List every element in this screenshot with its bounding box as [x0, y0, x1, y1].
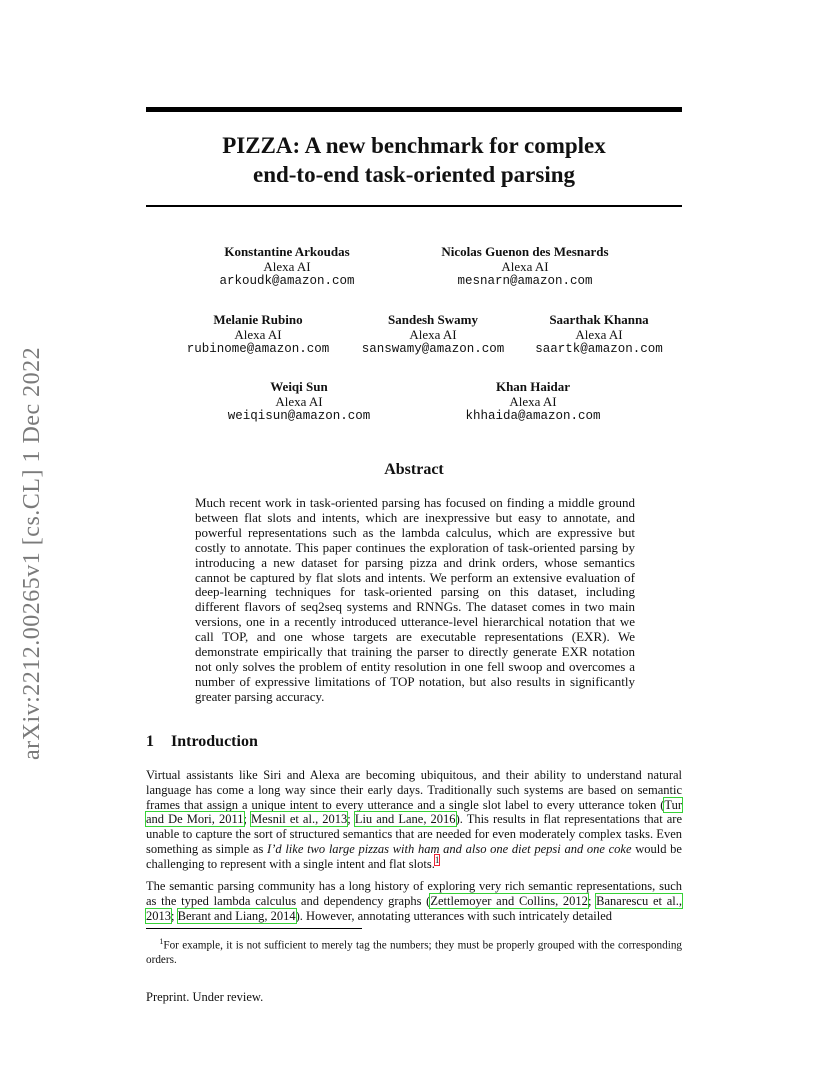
citation-link[interactable]: Liu and Lane, 2016 [354, 812, 456, 827]
arxiv-identifier: arXiv:2212.00265v1 [cs.CL] 1 Dec 2022 [19, 346, 45, 760]
author-email: khhaida@amazon.com [465, 409, 601, 423]
citation-link[interactable]: Berant and Liang, 2014 [177, 908, 296, 923]
paragraph-text: ). This results in flat representations that are unable to capture the sort of structured semantics that are needed for even moderately complex tasks. Even something as simple as [146, 812, 683, 856]
paragraph-text: would be challenging to represent with a single intent and flat slots. [146, 841, 682, 871]
author-name: Nicolas Guenon des Mesnards [441, 244, 609, 259]
author-block [465, 379, 600, 424]
paper-title [146, 131, 682, 189]
footnote-text: For example, it is not sufficient to merely tag the numbers; they must be properly grouped with the corresponding orders. [146, 939, 683, 966]
author-name: Saarthak Khanna [549, 312, 649, 327]
footnote-reference-link[interactable]: 1 [434, 854, 440, 865]
citation-separator: ; [587, 893, 597, 908]
author-name: Konstantine Arkoudas [224, 244, 350, 259]
citation-separator: ; [243, 812, 252, 827]
author-name: Sandesh Swamy [388, 312, 478, 327]
title-top-rule [146, 107, 682, 112]
paper-title-line-2: end-to-end task-oriented parsing [252, 162, 575, 187]
paragraph [146, 879, 682, 923]
author-affiliation: Alexa AI [509, 394, 557, 409]
section-number: 1 [146, 733, 154, 750]
author-block [535, 312, 663, 357]
author-block [362, 312, 505, 357]
example-utterance: I’d like two large pizzas with ham and also one diet pepsi and one coke [267, 841, 632, 856]
author-affiliation: Alexa AI [575, 327, 623, 342]
paragraph-text: Virtual assistants like Siri and Alexa are becoming ubiquitous, and their ability to understand natural language has come a long way since their early days. Traditionally such systems are based on semantic frames that assign a unique intent to every utterance and a single slot label to every utterance token ( [146, 768, 682, 812]
paragraph [146, 768, 682, 872]
author-email: sanswamy@amazon.com [361, 342, 505, 356]
paragraph-text: The semantic parsing community has a long history of exploring very rich semantic representations, such as the typed lambda calculus and dependency graphs ( [146, 879, 682, 908]
footnote-rule [146, 928, 362, 929]
footnote-mark: 1 [159, 937, 164, 946]
author-affiliation: Alexa AI [409, 327, 457, 342]
citation-separator: ; [347, 812, 355, 827]
author-email: mesnarn@amazon.com [457, 274, 593, 288]
preprint-note: Preprint. Under review. [146, 990, 264, 1004]
author-block [219, 244, 354, 289]
paragraph-text: ). However, annotating utterances with such intricately detailed [295, 908, 613, 923]
section-heading [146, 733, 258, 751]
author-block [187, 312, 330, 357]
author-email: rubinome@amazon.com [186, 342, 330, 356]
abstract-heading: Abstract [384, 461, 444, 478]
title-bottom-rule [146, 205, 682, 207]
author-block [228, 379, 371, 424]
footnote [146, 935, 682, 967]
author-affiliation: Alexa AI [275, 394, 323, 409]
citation-separator: ; [171, 908, 178, 923]
citation-link[interactable]: Tur and De Mori, 2011 [146, 797, 682, 827]
paper-title-line-1: PIZZA: A new benchmark for complex [222, 133, 606, 158]
author-affiliation: Alexa AI [501, 259, 549, 274]
author-email: saartk@amazon.com [535, 342, 663, 356]
citation-link[interactable]: Zettlemoyer and Collins, 2012 [430, 893, 588, 908]
citation-link[interactable]: Mesnil et al., 2013 [251, 812, 348, 827]
author-name: Khan Haidar [495, 379, 571, 394]
citation-link[interactable]: Banarescu et al., 2013 [146, 893, 682, 923]
section-title: Introduction [171, 733, 258, 750]
author-affiliation: Alexa AI [263, 259, 311, 274]
author-email: weiqisun@amazon.com [227, 409, 371, 423]
author-affiliation: Alexa AI [234, 327, 282, 342]
abstract-text: Much recent work in task-oriented parsing has focused on finding a middle ground between flat slots and intents, which are inexpressive but easy to annotate, and powerful representations such as the lambda calculus, which are expressive but costly to annotate. This paper continues the exploration of task-oriented parsing by introducing a new dataset for parsing pizza and drink orders, whose semantics cannot be captured by flat slots and intents. We perform an extensive evaluation of deep-learning techniques for task-oriented parsing on this dataset, including different flavors of seq2seq systems and RNNGs. The dataset comes in two main versions, one in a recently introduced utterance-level hierarchical notation that we call TOP, and one whose targets are executable representations (EXR). We demonstrate empirically that training the parser to directly generate EXR notation not only solves the problem of entity resolution in one fell swoop and overcomes a number of expressive limitations of TOP notation, but also results in significantly greater parsing accuracy. [195, 495, 635, 704]
author-email: arkoudk@amazon.com [219, 274, 355, 288]
author-name: Weiqi Sun [270, 379, 328, 394]
author-block [441, 244, 608, 289]
author-name: Melanie Rubino [213, 312, 303, 327]
